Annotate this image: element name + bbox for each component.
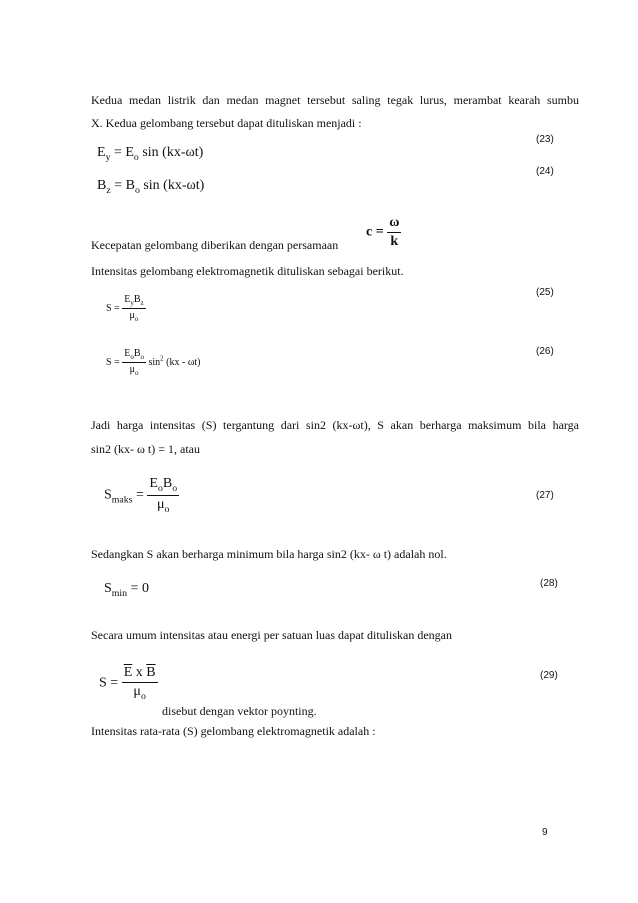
equation-29: S = $\frac{\overline{E} x \overline{B}}{\mu_o}$ bbox=[99, 665, 156, 702]
paragraph-7: disebut dengan vektor poynting. bbox=[162, 704, 317, 718]
paragraph-3: Intensitas gelombang elektromagnetik dituliskan sebagai berikut. bbox=[91, 264, 404, 278]
paragraph-2: Kecepatan gelombang diberikan dengan persamaan bbox=[91, 238, 339, 252]
equation-number-27: (27) bbox=[536, 490, 554, 501]
paragraph-8: Intensitas rata-rata (S) gelombang elektromagnetik adalah : bbox=[91, 724, 376, 738]
paragraph-1-line-2: X. Kedua gelombang tersebut dapat dituliskan menjadi : bbox=[91, 116, 362, 130]
equation-number-26: (26) bbox=[536, 346, 554, 357]
equation-number-23: (23) bbox=[536, 134, 554, 145]
paragraph-5: Sedangkan S akan berharga minimum bila harga sin2 (kx- ω t) adalah nol. bbox=[91, 547, 447, 561]
equation-23: $E_y = E_o$ sin (kx-ωt) bbox=[97, 145, 204, 163]
equation-number-29: (29) bbox=[540, 670, 558, 681]
paragraph-4-line-1: Jadi harga intensitas (S) tergantung dari sin2 (kx-ωt), S akan berharga maksimum bila harga bbox=[91, 418, 579, 432]
equation-velocity: c = $\frac{\omega}{k}$ bbox=[366, 215, 400, 249]
equation-number-28: (28) bbox=[540, 578, 558, 589]
equation-26: S = $\frac{E_oB_o}{\mu_o}$ $\sin^2 (kx - \omega t)$ bbox=[106, 348, 201, 377]
equation-27: $S_{maks}$ = $\frac{E_oB_o}{\mu_o}$ bbox=[104, 476, 178, 515]
equation-24: $B_z = B_o$ sin (kx-ωt) bbox=[97, 178, 205, 196]
paragraph-4-line-2: sin2 (kx- ω t) = 1, atau bbox=[91, 442, 200, 456]
equation-25: S = $\frac{E_yB_z}{\mu_o}$ bbox=[106, 294, 144, 323]
page-number: 9 bbox=[542, 827, 548, 838]
equation-28: $S_{min} = 0$ bbox=[104, 581, 149, 599]
equation-number-24: (24) bbox=[536, 166, 554, 177]
equation-number-25: (25) bbox=[536, 287, 554, 298]
paragraph-1-line-1: Kedua medan listrik dan medan magnet tersebut saling tegak lurus, merambat kearah sumbu bbox=[91, 93, 579, 107]
paragraph-6: Secara umum intensitas atau energi per satuan luas dapat dituliskan dengan bbox=[91, 628, 453, 642]
